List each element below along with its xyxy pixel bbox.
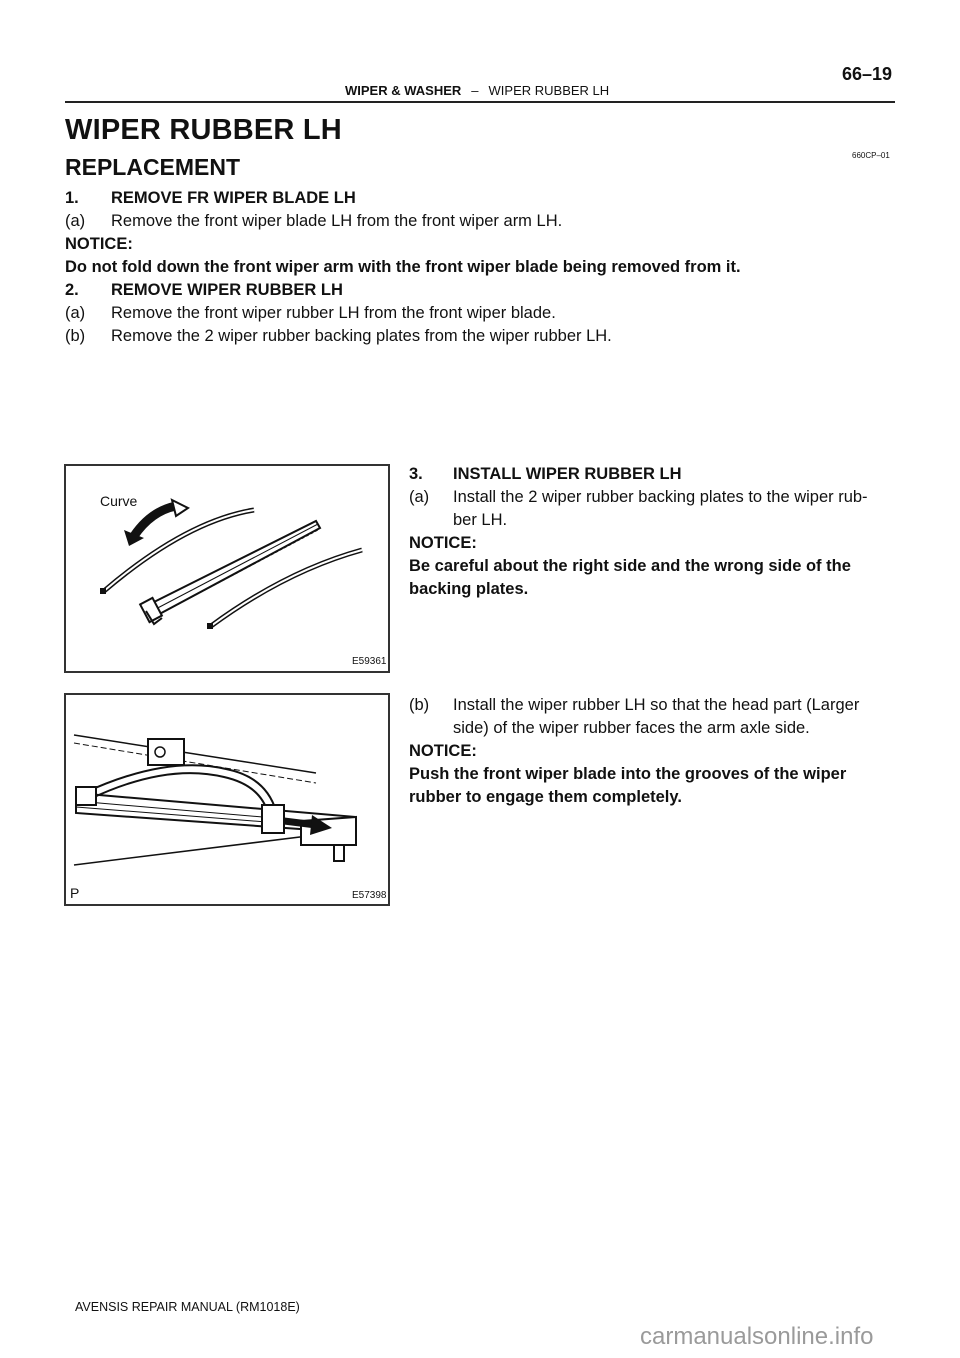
notice-2-heading: NOTICE:: [409, 534, 477, 552]
step-3-text: INSTALL WIPER RUBBER LH: [453, 465, 682, 483]
header-separator: –: [471, 83, 479, 98]
step-2-number: 2.: [65, 281, 79, 299]
notice-2-text-1: Be careful about the right side and the wrong side of the: [409, 557, 851, 575]
step-3a-label: (a): [409, 488, 430, 506]
figure-wiper-rubber-install: [64, 693, 390, 906]
figure-2-code: E57398: [352, 890, 387, 901]
step-2b-label: (b): [65, 327, 86, 345]
step-3-number: 3.: [409, 465, 423, 483]
step-1: [65, 187, 356, 210]
step-1-text: REMOVE FR WIPER BLADE LH: [111, 189, 356, 207]
doc-code: 660CP–01: [852, 151, 890, 160]
notice-3-text-1: Push the front wiper blade into the grooves of the wiper: [409, 765, 847, 783]
section-subtitle: REPLACEMENT: [65, 154, 241, 180]
step-3b-label: (b): [409, 696, 430, 714]
step-3a-text-1: Install the 2 wiper rubber backing plates to the wiper rub-: [453, 488, 868, 506]
manual-footer: AVENSIS REPAIR MANUAL (RM1018E): [75, 1300, 300, 1314]
watermark: carmanualsonline.info: [640, 1323, 874, 1350]
step-3a: [409, 486, 897, 509]
step-2a: [65, 302, 556, 325]
step-2-text: REMOVE WIPER RUBBER LH: [111, 281, 343, 299]
notice-1-heading: NOTICE:: [65, 235, 133, 253]
figure-2-mark: P: [70, 885, 80, 901]
notice-3-text-2: rubber to engage them completely.: [409, 788, 682, 806]
running-header: [345, 83, 609, 98]
figure-backing-plates: [64, 464, 390, 673]
step-2b: [65, 325, 612, 348]
step-1a-label: (a): [65, 212, 86, 230]
header-section: WIPER & WASHER: [345, 83, 462, 98]
step-2a-text: Remove the front wiper rubber LH from the front wiper blade.: [111, 304, 556, 322]
header-subsection: WIPER RUBBER LH: [488, 83, 610, 98]
step-3: [409, 463, 897, 486]
step-2a-label: (a): [65, 304, 86, 322]
figure-1-code: E59361: [352, 656, 387, 667]
step-3b: [409, 694, 897, 717]
notice-2-text-2: backing plates.: [409, 580, 529, 598]
header-rule: [65, 101, 895, 103]
step-2b-text: Remove the 2 wiper rubber backing plates from the wiper rubber LH.: [111, 327, 612, 345]
step-1a-text: Remove the front wiper blade LH from the front wiper arm LH.: [111, 212, 563, 230]
step-3b-text-2: side) of the wiper rubber faces the arm axle side.: [453, 719, 810, 737]
page-number: 66–19: [842, 64, 893, 84]
step-2: [65, 279, 343, 302]
step-1a: [65, 210, 562, 233]
notice-3-heading: NOTICE:: [409, 742, 477, 760]
figure-2-illustration: [66, 695, 388, 904]
step-3b-text-1: Install the wiper rubber LH so that the head part (Larger: [453, 696, 860, 714]
figure-1-curve-label: Curve: [100, 493, 138, 509]
step-1-number: 1.: [65, 189, 79, 207]
page-title: WIPER RUBBER LH: [65, 114, 342, 146]
step-3a-text-2: ber LH.: [453, 511, 508, 529]
notice-1-text: Do not fold down the front wiper arm with the front wiper blade being removed from it.: [65, 258, 741, 276]
